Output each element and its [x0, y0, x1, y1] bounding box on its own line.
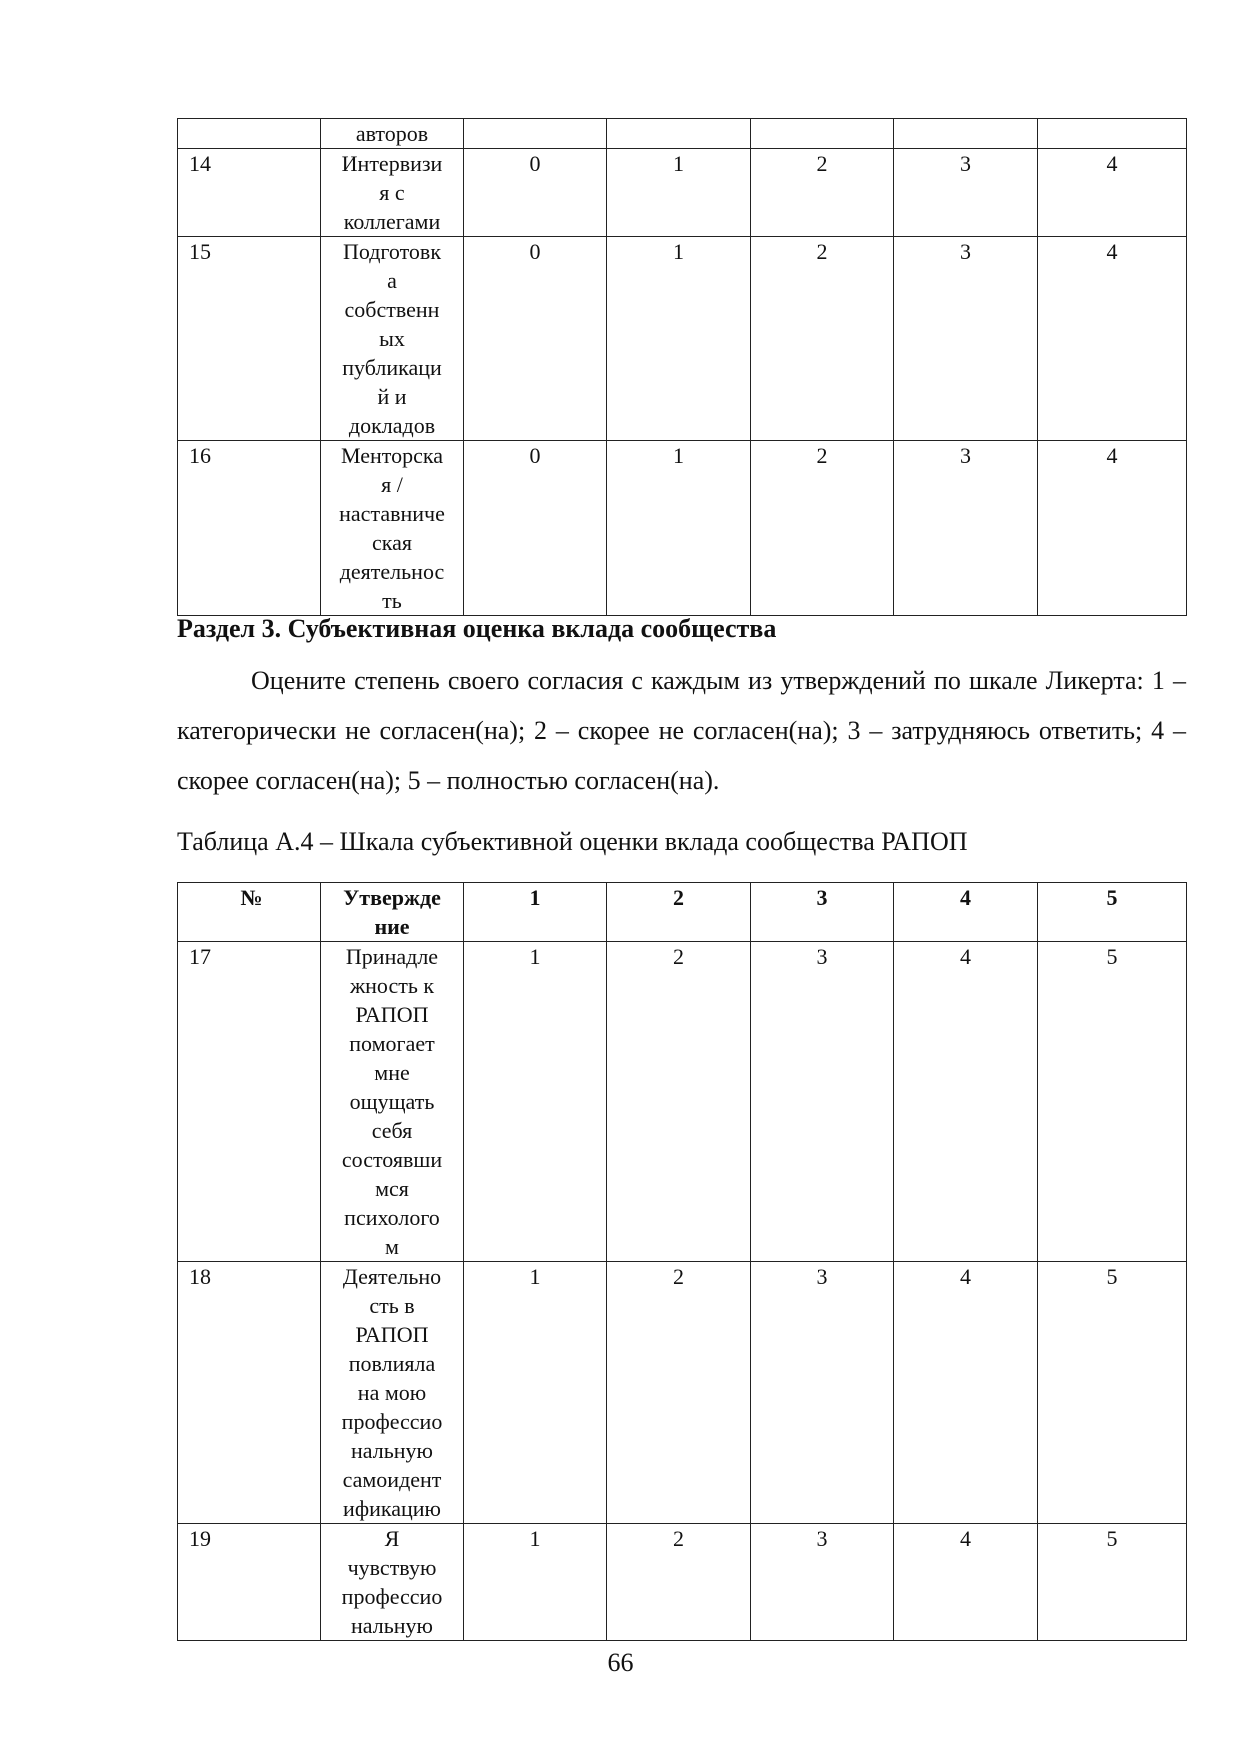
score-cell: 4 [894, 1262, 1038, 1524]
score-cell: 2 [607, 883, 751, 942]
table-row [178, 942, 1187, 1262]
statement-line: нальную [351, 1613, 433, 1638]
row-number [178, 119, 321, 149]
statement-line: ификацию [343, 1496, 441, 1521]
score-cell: 2 [607, 942, 751, 1262]
table-row [178, 119, 1187, 149]
row-number: 15 [178, 237, 321, 441]
score-cell: 4 [1038, 237, 1187, 441]
statement-line: собственн [344, 297, 440, 322]
score-cell: 5 [1038, 1262, 1187, 1524]
statement-line: я с [379, 180, 405, 205]
statement-line: а [387, 268, 397, 293]
statement-line: РАПОП [355, 1322, 429, 1347]
score-cell: 3 [751, 1524, 894, 1641]
statement-line: деятельнос [339, 559, 445, 584]
score-cell: 3 [751, 1262, 894, 1524]
statement-line: м [385, 1234, 399, 1259]
statement-line: повлияла [348, 1351, 436, 1376]
score-cell: 0 [464, 237, 607, 441]
score-cell: 4 [1038, 149, 1187, 237]
row-number: № [178, 883, 321, 942]
statement-line: ощущать [349, 1089, 435, 1114]
likert-table-header [178, 883, 1187, 942]
row-number: 14 [178, 149, 321, 237]
statement-cell [321, 883, 464, 942]
score-cell: 1 [607, 441, 751, 616]
score-cell: 5 [1038, 1524, 1187, 1641]
statement-line: авторов [355, 121, 429, 146]
score-cell: 3 [894, 149, 1038, 237]
statement-line: публикаци [342, 355, 442, 380]
statement-line: й и [377, 384, 407, 409]
score-cell: 0 [464, 149, 607, 237]
score-cell: 2 [751, 237, 894, 441]
statement-cell [321, 942, 464, 1262]
statement-line: чувствую [347, 1555, 437, 1580]
score-cell: 4 [1038, 441, 1187, 616]
statement-line: сть в [369, 1293, 415, 1318]
likert-scale-table [177, 882, 1187, 1641]
score-cell: 2 [607, 1524, 751, 1641]
statement-cell [321, 441, 464, 616]
statement-cell [321, 1262, 464, 1524]
score-cell: 1 [464, 942, 607, 1262]
score-cell [894, 119, 1038, 149]
score-cell: 2 [607, 1262, 751, 1524]
statement-line: психолого [344, 1205, 440, 1230]
statement-line: мне [374, 1060, 410, 1085]
statement-line: себя [371, 1118, 413, 1143]
score-cell: 4 [894, 1524, 1038, 1641]
instruction-paragraph: Оцените степень своего согласия с каждым из утверждений по шкале Ликерта: 1 – категорически не согласен(на); 2 – скорее не согласен(на); 3 – затрудняюсь ответить; 4 – скорее согласен(на); 5 – полностью согласен(на). [177, 666, 1186, 795]
score-cell: 2 [751, 149, 894, 237]
score-cell: 5 [1038, 942, 1187, 1262]
table-row [178, 1262, 1187, 1524]
statement-line: профессио [341, 1409, 443, 1434]
statement-line: самоидент [342, 1467, 442, 1492]
statement-line: Утвержде [343, 885, 441, 910]
statement-cell [321, 149, 464, 237]
statement-line: Принадле [345, 944, 439, 969]
score-cell: 1 [464, 1262, 607, 1524]
statement-cell [321, 1524, 464, 1641]
table-row [178, 441, 1187, 616]
score-cell: 3 [751, 942, 894, 1262]
statement-line: Я [384, 1526, 400, 1551]
statement-line: Интервизи [341, 151, 443, 176]
table-row [178, 237, 1187, 441]
table-header-row [178, 883, 1187, 942]
statement-line: ть [382, 588, 402, 613]
score-cell: 4 [894, 883, 1038, 942]
score-cell [464, 119, 607, 149]
statement-line: я / [381, 472, 403, 497]
table-row [178, 1524, 1187, 1641]
statement-line: наставниче [339, 501, 445, 526]
row-number: 18 [178, 1262, 321, 1524]
statement-line: ых [379, 326, 405, 351]
statement-line: ние [374, 914, 410, 939]
score-cell: 2 [751, 441, 894, 616]
activity-table-body [178, 119, 1187, 616]
table-row [178, 149, 1187, 237]
score-cell: 3 [751, 883, 894, 942]
statement-line: коллегами [343, 209, 441, 234]
score-cell: 1 [464, 1524, 607, 1641]
score-cell: 5 [1038, 883, 1187, 942]
statement-cell [321, 119, 464, 149]
score-cell: 1 [464, 883, 607, 942]
statement-cell [321, 237, 464, 441]
statement-line: помогает [349, 1031, 435, 1056]
section-heading: Раздел 3. Субъективная оценка вклада сообщества [177, 614, 777, 643]
statement-line: Деятельно [342, 1264, 442, 1289]
score-cell [607, 119, 751, 149]
statement-line: ская [371, 530, 412, 555]
statement-line: нальную [351, 1438, 433, 1463]
score-cell [1038, 119, 1187, 149]
statement-line: докладов [348, 413, 436, 438]
statement-line: РАПОП [355, 1002, 429, 1027]
score-cell: 3 [894, 441, 1038, 616]
score-cell: 4 [894, 942, 1038, 1262]
table-caption: Таблица А.4 – Шкала субъективной оценки вклада сообщества РАПОП [177, 827, 968, 856]
statement-line: состоявши [341, 1147, 443, 1172]
score-cell [751, 119, 894, 149]
statement-line: Менторска [340, 443, 444, 468]
statement-line: жность к [349, 973, 435, 998]
row-number: 17 [178, 942, 321, 1262]
statement-line: профессио [341, 1584, 443, 1609]
score-cell: 0 [464, 441, 607, 616]
statement-line: мся [375, 1176, 409, 1201]
row-number: 19 [178, 1524, 321, 1641]
statement-line: на мою [357, 1380, 427, 1405]
row-number: 16 [178, 441, 321, 616]
page-number: 66 [607, 1648, 634, 1677]
score-cell: 1 [607, 149, 751, 237]
likert-table-body [178, 942, 1187, 1641]
statement-line: Подготовк [342, 239, 442, 264]
activity-frequency-table [177, 118, 1187, 616]
score-cell: 1 [607, 237, 751, 441]
score-cell: 3 [894, 237, 1038, 441]
